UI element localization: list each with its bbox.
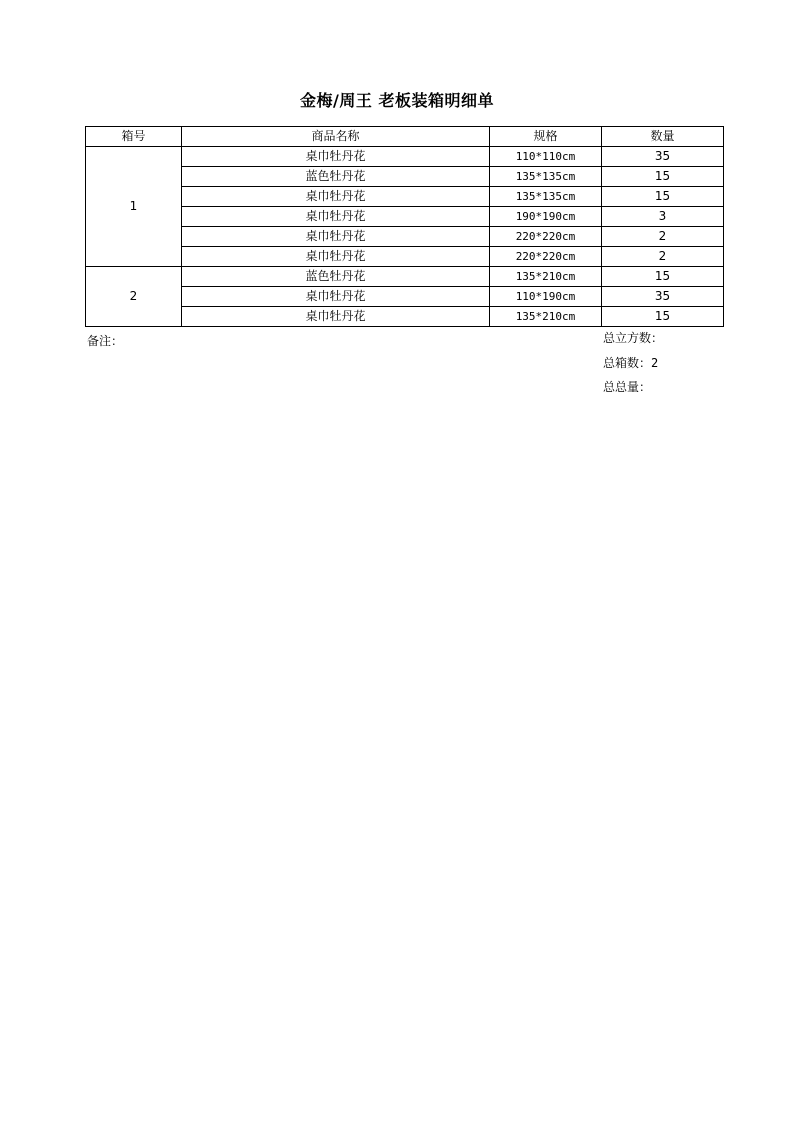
spec-cell: 135*210cm — [490, 267, 602, 287]
total-volume-label: 总立方数： — [603, 331, 664, 345]
table-row — [86, 227, 724, 247]
table-row — [86, 307, 724, 327]
header-box-no: 箱号 — [86, 127, 182, 147]
quantity-cell: 15 — [602, 307, 724, 327]
total-boxes-label: 总箱数： — [603, 356, 652, 370]
table-row — [86, 207, 724, 227]
product-name-cell: 桌巾牡丹花 — [182, 307, 490, 327]
spec-cell: 190*190cm — [490, 207, 602, 227]
quantity-cell: 3 — [602, 207, 724, 227]
table-row — [86, 287, 724, 307]
total-weight — [603, 378, 651, 395]
quantity-cell: 15 — [602, 187, 724, 207]
spec-cell: 135*135cm — [490, 187, 602, 207]
product-name-cell: 桌巾牡丹花 — [182, 287, 490, 307]
header-quantity: 数量 — [602, 127, 724, 147]
product-name-cell: 桌巾牡丹花 — [182, 187, 490, 207]
table-row — [86, 187, 724, 207]
total-volume — [603, 329, 663, 346]
header-product-name: 商品名称 — [182, 127, 490, 147]
remark-label: 备注： — [87, 334, 124, 348]
spec-cell: 135*135cm — [490, 167, 602, 187]
packing-list-table — [85, 126, 724, 327]
product-name-cell: 桌巾牡丹花 — [182, 147, 490, 167]
total-boxes-value: 2 — [651, 356, 659, 370]
spec-cell: 135*210cm — [490, 307, 602, 327]
total-boxes — [603, 354, 658, 371]
header-spec: 规格 — [490, 127, 602, 147]
total-weight-label: 总总量： — [603, 380, 652, 394]
spec-cell: 110*190cm — [490, 287, 602, 307]
quantity-cell: 35 — [602, 287, 724, 307]
quantity-cell: 35 — [602, 147, 724, 167]
quantity-cell: 2 — [602, 247, 724, 267]
box-number-cell: 2 — [86, 267, 182, 327]
spec-cell: 110*110cm — [490, 147, 602, 167]
document-title: 金梅/周王 老板装箱明细单 — [300, 91, 494, 110]
product-name-cell: 蓝色牡丹花 — [182, 267, 490, 287]
product-name-cell: 桌巾牡丹花 — [182, 207, 490, 227]
quantity-cell: 15 — [602, 267, 724, 287]
table-row — [86, 167, 724, 187]
box-number-cell: 1 — [86, 147, 182, 267]
table-row — [86, 147, 724, 167]
product-name-cell: 桌巾牡丹花 — [182, 247, 490, 267]
table-row — [86, 267, 724, 287]
spec-cell: 220*220cm — [490, 247, 602, 267]
product-name-cell: 蓝色牡丹花 — [182, 167, 490, 187]
product-name-cell: 桌巾牡丹花 — [182, 227, 490, 247]
table-header-row — [86, 127, 724, 147]
quantity-cell: 15 — [602, 167, 724, 187]
quantity-cell: 2 — [602, 227, 724, 247]
table-row — [86, 247, 724, 267]
spec-cell: 220*220cm — [490, 227, 602, 247]
